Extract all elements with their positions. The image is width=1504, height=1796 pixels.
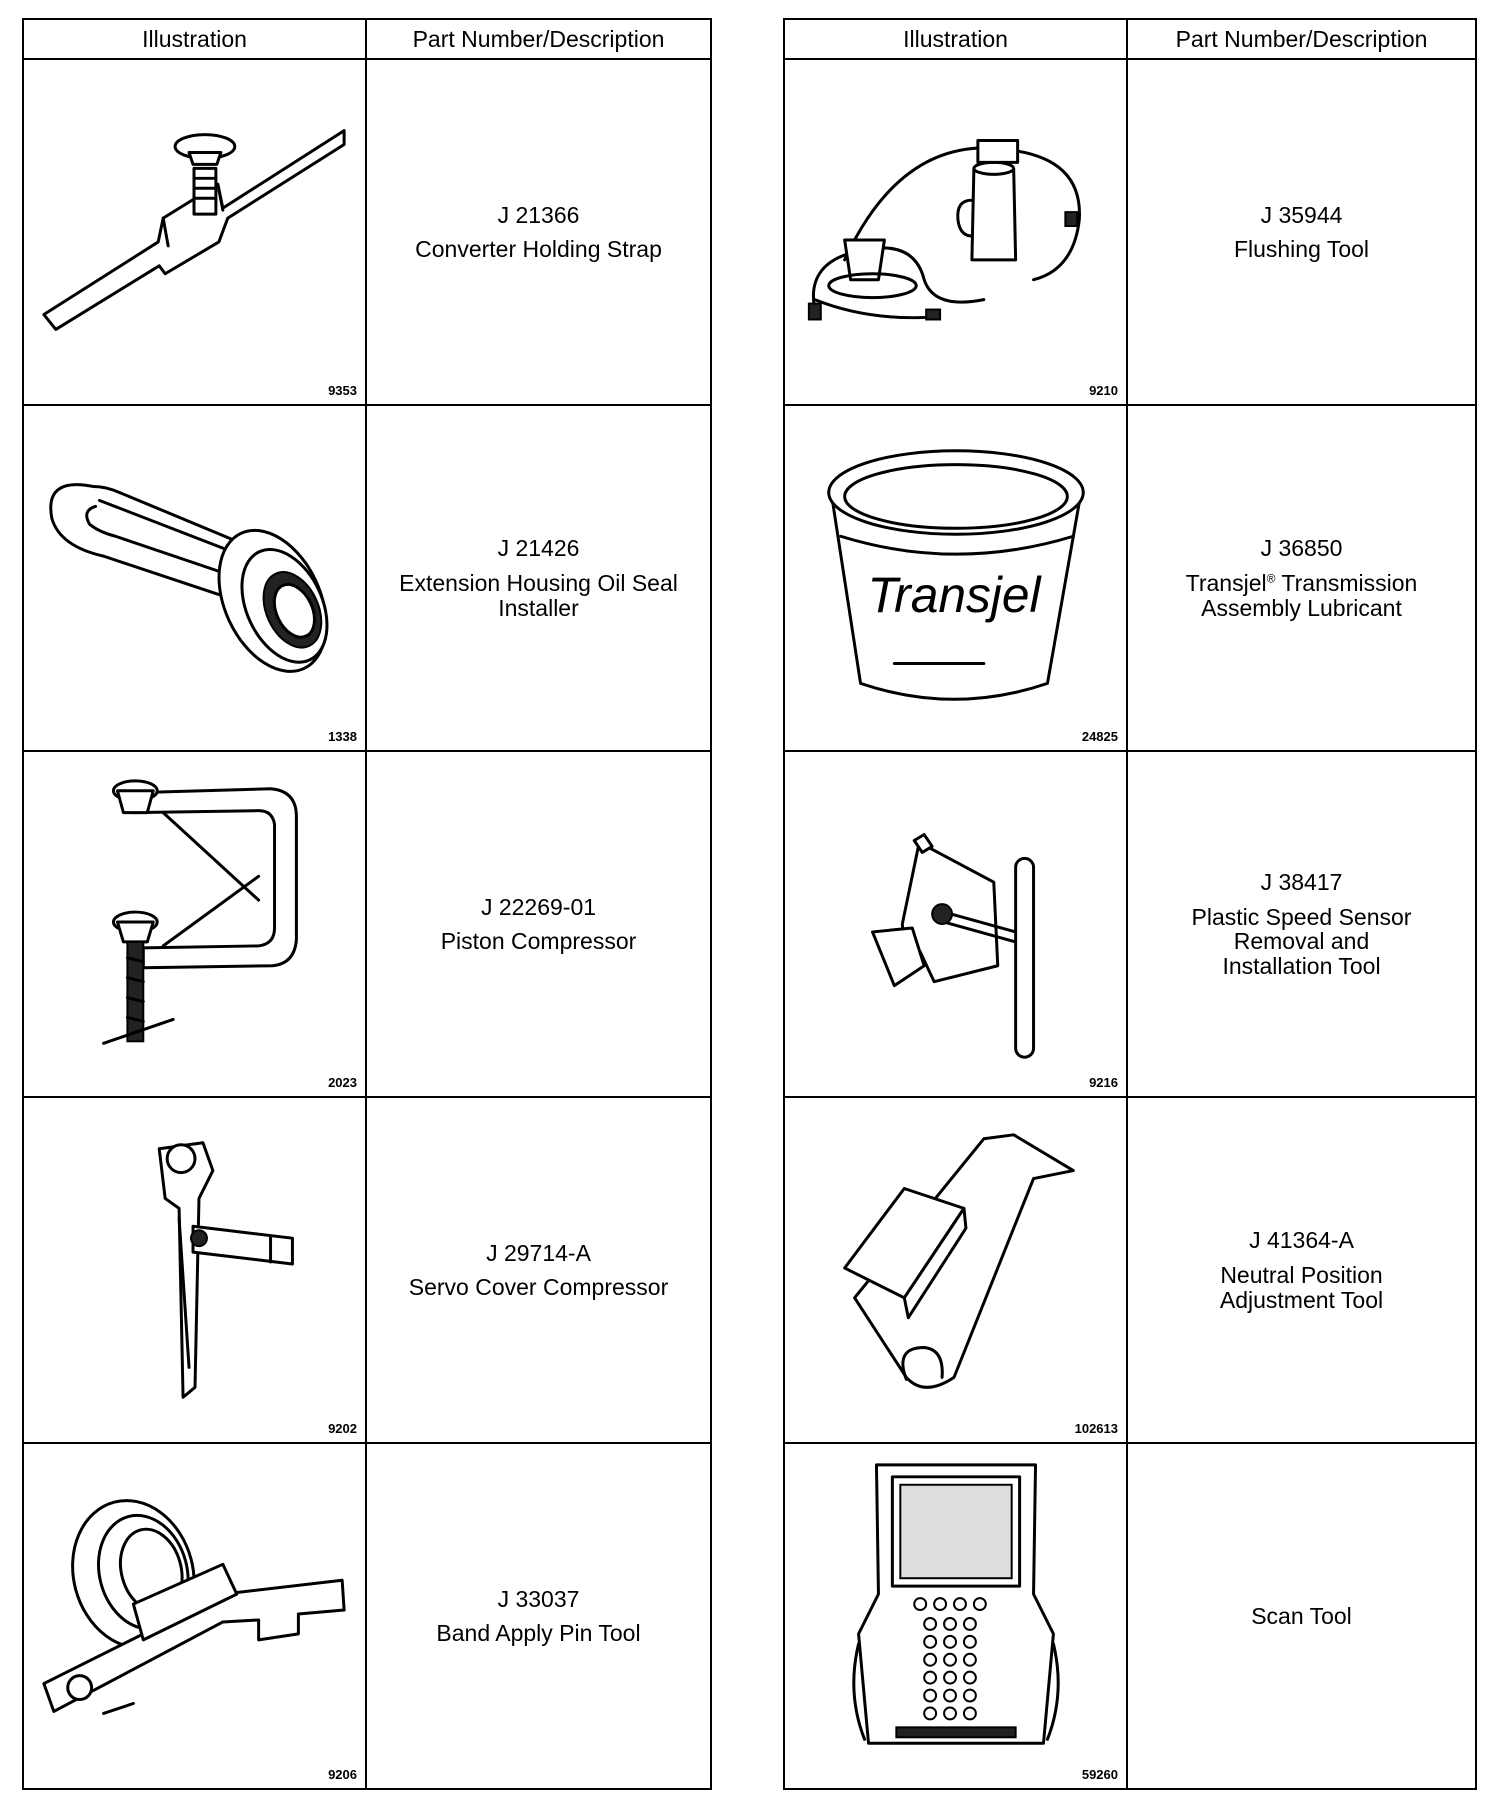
- part-description-cell: [1127, 1443, 1476, 1789]
- part-description-cell: [1127, 1097, 1476, 1443]
- part-number: J 29714-A: [486, 1239, 591, 1266]
- part-header: Part Number/Description: [1127, 19, 1476, 59]
- figure-number: 9216: [1089, 1075, 1118, 1090]
- illustration-cell: [23, 59, 366, 405]
- table-row: [23, 1097, 711, 1443]
- scan-tool-icon: [785, 1444, 1126, 1788]
- converter-holding-strap-icon: [24, 60, 365, 404]
- figure-number: 1338: [328, 729, 357, 744]
- part-number: J 22269-01: [480, 893, 597, 920]
- part-description-cell: [1127, 405, 1476, 751]
- servo-cover-compressor-icon: [24, 1098, 365, 1442]
- piston-compressor-icon: [24, 752, 365, 1096]
- illustration-cell: [784, 59, 1127, 405]
- illustration-cell: [784, 1097, 1127, 1443]
- part-number: J 36850: [1260, 535, 1343, 562]
- figure-number: 2023: [328, 1075, 357, 1090]
- description-line: Installation Tool: [1222, 953, 1381, 980]
- table-row: [784, 59, 1476, 405]
- transjel-bucket-icon: [785, 406, 1126, 750]
- description-line: Assembly Lubricant: [1201, 594, 1402, 621]
- part-description-cell: [1127, 59, 1476, 405]
- illustration-cell: [784, 1443, 1127, 1789]
- illustration-cell: [23, 405, 366, 751]
- part-number: J 21366: [497, 201, 580, 228]
- tools-table-right: [783, 18, 1477, 1790]
- illustration-header: Illustration: [784, 19, 1127, 59]
- figure-number: 9202: [328, 1421, 357, 1436]
- description-line: Piston Compressor: [440, 928, 637, 955]
- description-line: Servo Cover Compressor: [408, 1274, 669, 1301]
- description-line: Adjustment Tool: [1219, 1286, 1384, 1313]
- table-row: [784, 1097, 1476, 1443]
- part-description-cell: [366, 1097, 711, 1443]
- description-line: Flushing Tool: [1233, 236, 1370, 263]
- illustration-cell: [23, 1097, 366, 1443]
- part-number: J 21426: [497, 535, 580, 562]
- illustration-cell: [23, 751, 366, 1097]
- table-row: [784, 1443, 1476, 1789]
- table-row: [784, 751, 1476, 1097]
- description-line: Plastic Speed Sensor: [1191, 903, 1412, 930]
- neutral-position-tool-icon: [785, 1098, 1126, 1442]
- description-line: Converter Holding Strap: [415, 236, 662, 263]
- band-apply-pin-tool-icon: [24, 1444, 365, 1788]
- speed-sensor-tool-icon: [785, 752, 1126, 1096]
- part-description-cell: [366, 1443, 711, 1789]
- table-row: [23, 751, 711, 1097]
- description-line: Neutral Position: [1220, 1261, 1383, 1288]
- part-number: J 38417: [1260, 868, 1343, 895]
- flushing-tool-icon: [785, 60, 1126, 404]
- description-line: Installer: [498, 594, 579, 621]
- illustration-cell: [784, 751, 1127, 1097]
- description-line: Scan Tool: [1251, 1602, 1352, 1629]
- figure-number: 102613: [1074, 1421, 1118, 1436]
- part-description-cell: [366, 751, 711, 1097]
- figure-number: 9210: [1089, 383, 1118, 398]
- table-row: [23, 1443, 711, 1789]
- illustration-cell: [784, 405, 1127, 751]
- figure-number: 24825: [1081, 729, 1118, 744]
- part-number: J 35944: [1260, 201, 1343, 228]
- bucket-label: Transjel: [867, 566, 1041, 623]
- figure-number: 59260: [1081, 1767, 1118, 1782]
- illustration-header: Illustration: [23, 19, 366, 59]
- table-row: [784, 405, 1476, 751]
- part-header: Part Number/Description: [366, 19, 711, 59]
- figure-number: 9206: [328, 1767, 357, 1782]
- figure-number: 9353: [328, 383, 357, 398]
- tools-table-left: [22, 18, 712, 1790]
- illustration-cell: [23, 1443, 366, 1789]
- table-row: [23, 59, 711, 405]
- description-line: Transjel® Transmission: [1185, 569, 1418, 596]
- description-line: Extension Housing Oil Seal: [399, 569, 678, 596]
- description-line: Band Apply Pin Tool: [436, 1620, 641, 1647]
- part-description-cell: [366, 59, 711, 405]
- part-description-cell: [1127, 751, 1476, 1097]
- table-row: [23, 405, 711, 751]
- part-number: J 41364-A: [1249, 1227, 1354, 1254]
- oil-seal-installer-icon: [24, 406, 365, 750]
- part-number: J 33037: [497, 1585, 580, 1612]
- part-description-cell: [366, 405, 711, 751]
- description-line: Removal and: [1233, 928, 1370, 955]
